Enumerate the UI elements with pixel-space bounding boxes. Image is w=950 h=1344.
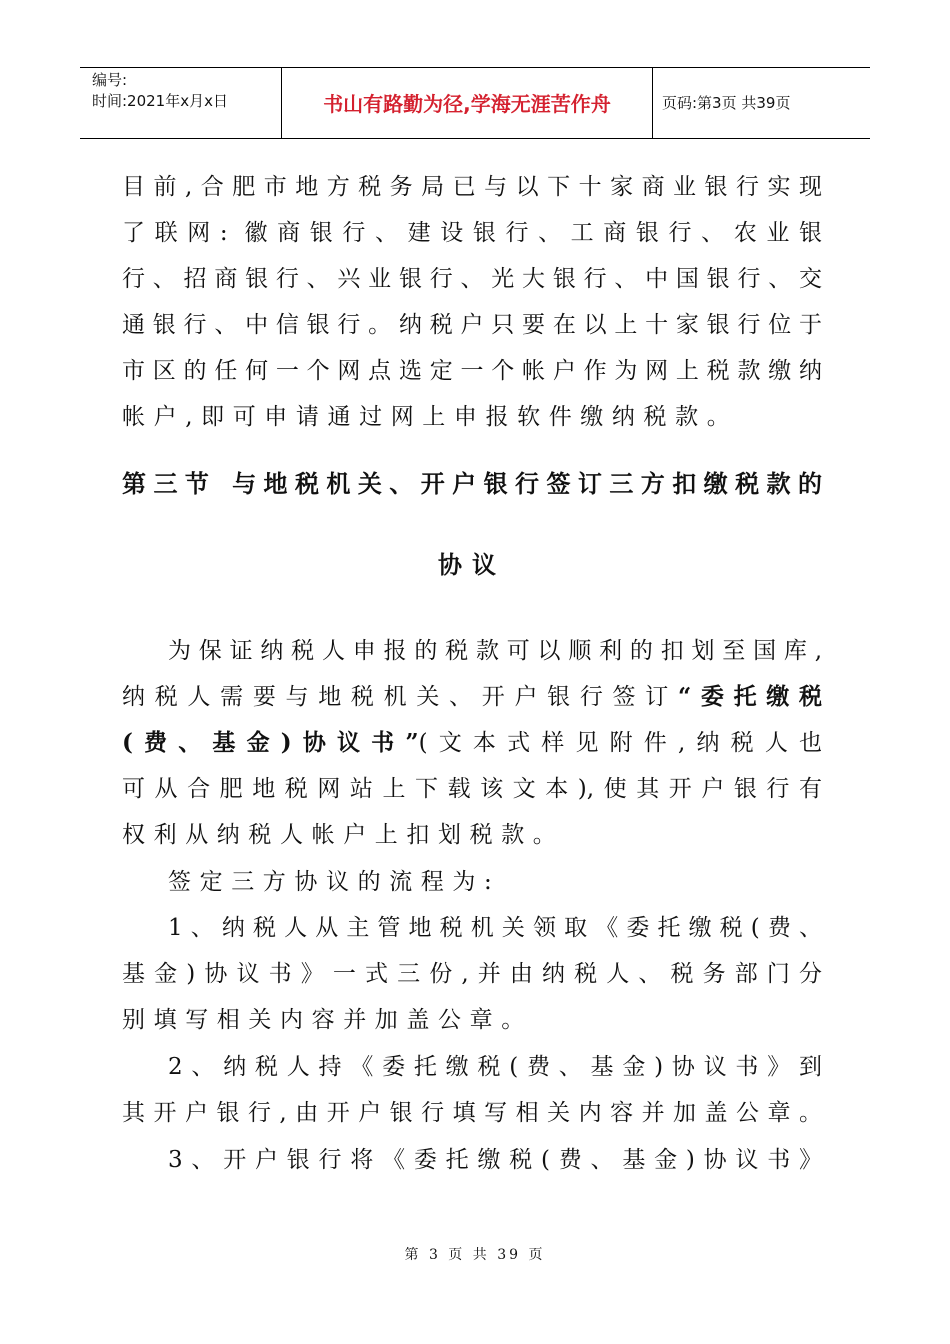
paragraph-line: 为保证纳税人申报的税款可以顺利的扣划至国库,	[168, 638, 822, 664]
page-header	[80, 67, 870, 139]
agreement-title-bold: (费、基金)协议书”	[122, 729, 419, 756]
paragraph-line: 市区的任何一个网点选定一个帐户作为网上税款缴纳	[122, 358, 822, 384]
process-step-2: 2、纳税人持《委托缴税(费、基金)协议书》到	[168, 1054, 822, 1080]
process-step-1: 1、纳税人从主管地税机关领取《委托缴税(费、	[168, 915, 822, 941]
paragraph-line: 了联网: 徽商银行、建设银行、工商银行、农业银	[122, 220, 822, 246]
section-heading-continued: 协议	[438, 551, 506, 579]
process-step-1-line: 基金)协议书》一式三份,并由纳税人、税务部门分	[122, 961, 822, 987]
paragraph-line	[122, 683, 822, 711]
paragraph-line: 通银行、中信银行。纳税户只要在以上十家银行位于	[122, 312, 822, 338]
header-meta-cell	[80, 68, 280, 138]
paragraph-line: 行、招商银行、兴业银行、光大银行、中国银行、交	[122, 266, 822, 292]
paragraph-line	[122, 729, 822, 757]
header-motto-cell	[281, 68, 653, 138]
agreement-title-bold: “委托缴税	[677, 683, 822, 710]
header-page-number: 页码:第3页 共39页	[662, 94, 791, 112]
process-intro: 签定三方协议的流程为:	[168, 869, 501, 895]
process-step-2-line: 其开户银行,由开户银行填写相关内容并加盖公章。	[122, 1100, 822, 1126]
header-motto: 书山有路勤为径,学海无涯苦作舟	[323, 92, 611, 116]
document-number-label: 编号:	[92, 71, 128, 89]
process-step-1-line: 别填写相关内容并加盖公章。	[122, 1007, 533, 1033]
header-page-cell	[652, 68, 870, 138]
paragraph-line: 帐户,即可申请通过网上申报软件缴纳税款。	[122, 404, 739, 430]
paragraph-line: 目前,合肥市地方税务局已与以下十家商业银行实现	[122, 174, 822, 200]
paragraph-text: (文本式样见附件,纳税人也	[418, 730, 822, 756]
paragraph-text: 纳税人需要与地税机关、开户银行签订	[122, 684, 678, 710]
section-heading: 第三节 与地税机关、开户银行签订三方扣缴税款的	[122, 470, 822, 498]
paragraph-line: 权利从纳税人帐户上扣划税款。	[122, 822, 565, 848]
process-step-3: 3、开户银行将《委托缴税(费、基金)协议书》	[168, 1147, 822, 1173]
paragraph-line: 可从合肥地税网站上下载该文本),使其开户银行有	[122, 776, 822, 802]
document-time-label: 时间:2021年x月x日	[92, 92, 228, 110]
page-footer: 第 3 页 共 39 页	[404, 1247, 546, 1263]
